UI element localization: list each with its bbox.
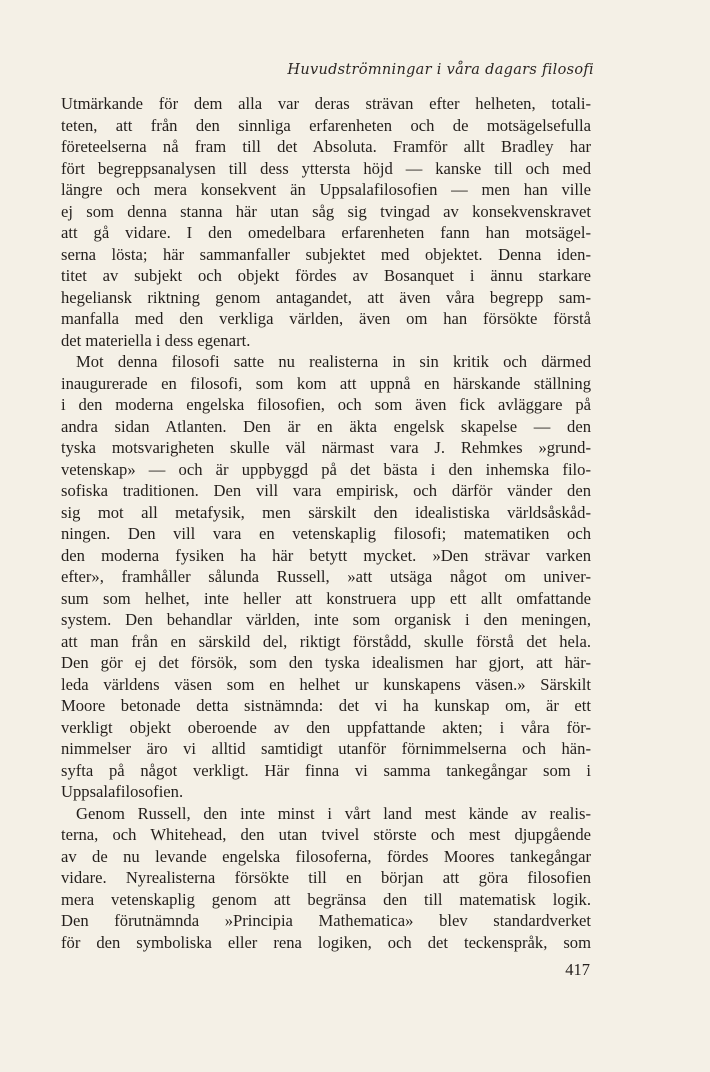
- text-line: Utmärkande för dem alla var deras strävan efter helheten, totali-: [61, 94, 591, 113]
- text-line: terna, och Whitehead, den utan tvivel störste och mest djupgående: [61, 825, 591, 844]
- text-line: titet av subjekt och objekt fördes av Bosanquet i ännu starkare: [61, 266, 591, 285]
- text-line: Moore betonade detta sistnämnda: det vi ha kunskap om, är ett: [61, 696, 591, 715]
- page-number: 417: [565, 960, 590, 979]
- text-line: av de nu levande engelska filosoferna, fördes Moores tankegångar: [61, 846, 591, 866]
- text-line: vidare. Nyrealisterna försökte till en början att göra filosofien: [61, 868, 591, 887]
- text-line: längre och mera konsekvent än Uppsalafilosofien — men han ville: [61, 180, 591, 199]
- text-line: att man från en särskild del, riktigt förstådd, skulle förstå det hela.: [61, 631, 591, 651]
- text-line: mera vetenskaplig genom att begränsa den till matematisk logik.: [61, 889, 591, 909]
- text-line: manfalla med den verkliga världen, även om han försökte förstå: [61, 309, 591, 328]
- text-line: i den moderna engelska filosofien, och som även fick avläggare på: [61, 395, 591, 414]
- paragraph-1: [61, 93, 591, 351]
- text-line: andra sidan Atlanten. Den är en äkta engelsk skapelse — den: [61, 416, 591, 436]
- text-line: syfta på något verkligt. Här finna vi samma tankegångar som i: [61, 760, 591, 780]
- text-line: det materiella i dess egenart.: [61, 330, 251, 350]
- text-line: serna lösta; här sammanfaller subjektet med objektet. Denna iden-: [61, 244, 591, 264]
- text-line: efter», framhåller sålunda Russell, »att utsäga något om univer-: [61, 567, 591, 586]
- text-line: Mot denna filosofi satte nu realisterna in sin kritik och därmed: [76, 352, 591, 371]
- text-line: sofiska traditionen. Den vill vara empirisk, och därför vänder den: [61, 481, 591, 500]
- paragraph-3: [61, 803, 591, 954]
- text-line: sig mot all metafysik, men särskilt den idealistiska världsåskåd-: [61, 502, 591, 522]
- text-line: Uppsalafilosofien.: [61, 782, 184, 801]
- text-line: ej som denna stanna här utan såg sig tvingad av konsekvenskravet: [61, 201, 591, 221]
- text-line: fört begreppsanalysen till dess yttersta höjd — kanske till och med: [61, 158, 591, 178]
- text-line: företeelserna nå fram till det Absoluta. Framför allt Bradley har: [61, 137, 591, 156]
- text-line: nimmelser äro vi alltid samtidigt utanför förnimmelserna och hän-: [61, 739, 591, 758]
- text-line: inaugurerade en filosofi, som kom att uppnå en härskande ställning: [61, 373, 591, 393]
- text-line: den moderna fysiken ha här betytt mycket. »Den strävar varken: [61, 545, 591, 565]
- text-line: leda världens väsen som en helhet ur kunskapens väsen.» Särskilt: [61, 674, 591, 694]
- body-text: [61, 93, 591, 953]
- text-line: verkligt objekt oberoende av den uppfattande akten; i våra för-: [61, 717, 591, 737]
- text-line: teten, att från den sinnliga erfarenheten och de motsägelsefulla: [61, 115, 591, 135]
- text-line: Genom Russell, den inte minst i vårt land mest kände av realis-: [76, 803, 591, 823]
- running-head: Huvudströmningar i våra dagars filosofi: [287, 62, 594, 78]
- text-line: för den symboliska eller rena logiken, och det teckenspråk, som: [61, 932, 591, 952]
- text-line: tyska motsvarigheten skulle väl närmast vara J. Rehmkes »grund-: [61, 438, 591, 457]
- text-line: ningen. Den vill vara en vetenskaplig filosofi; matematiken och: [61, 524, 591, 543]
- text-line: vetenskap» — och är uppbyggd på det bästa i den inhemska filo-: [61, 459, 591, 479]
- text-line: att gå vidare. I den omedelbara erfarenheten fann han motsägel-: [61, 223, 591, 242]
- paragraph-2: [61, 351, 591, 803]
- text-line: system. Den behandlar världen, inte som organisk i den meningen,: [61, 610, 591, 629]
- text-line: Den förutnämnda »Principia Mathematica» blev standardverket: [61, 911, 591, 930]
- text-line: Den gör ej det försök, som den tyska idealismen har gjort, att här-: [61, 653, 591, 672]
- text-line: sum som helhet, inte heller att konstruera upp ett allt omfattande: [61, 588, 591, 608]
- text-line: hegeliansk riktning genom antagandet, att även våra begrepp sam-: [61, 287, 591, 307]
